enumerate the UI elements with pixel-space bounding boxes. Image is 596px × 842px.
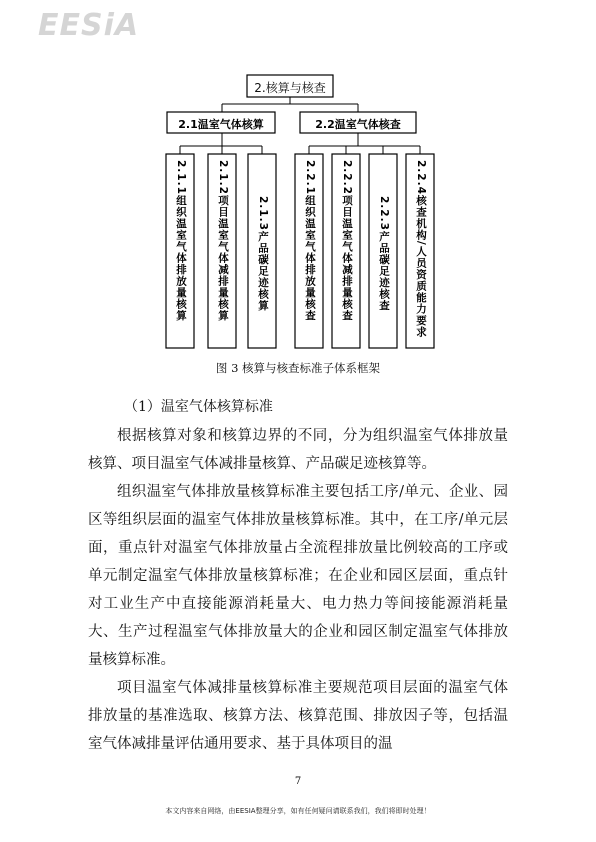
leaf-product-accounting: 2.1.3产品碳足迹核算	[257, 196, 269, 312]
paragraph: 项目温室气体减排量核算标准主要规范项目层面的温室气体排放量的基准选取、核算方法、核算范围、排放因子等，包括温室气体减排量评估通用要求、基于具体项目的温	[88, 680, 508, 752]
page-number: 7	[294, 776, 302, 787]
leaf-organization-accounting: 2.1.1组织温室气体排放量核算	[175, 160, 187, 322]
root-node-label: 2.核算与核查	[254, 81, 326, 95]
leaf-project-verification: 2.2.2项目温室气体减排量核查	[341, 160, 353, 322]
leaf-organization-verification: 2.2.1组织温室气体排放量核查	[304, 160, 316, 322]
section-heading: （1）温室气体核算标准	[124, 399, 273, 415]
leaf-qualification-requirements: 2.2.4核查机构/人员资质能力要求	[415, 160, 427, 338]
paragraph: 根据核算对象和核算边界的不同，分为组织温室气体排放量核算、项目温室气体减排量核算、产品碳足迹核算等。	[88, 428, 508, 472]
figure-caption: 图 3 核算与核查标准子体系框架	[215, 361, 381, 375]
paragraph: 组织温室气体排放量核算标准主要包括工序/单元、企业、园区等组织层面的温室气体排放量核算标准。其中，在工序/单元层面，重点针对温室气体排放量占全流程排放量比例较高的工序或单元制定温室气体排放量核算标准；在企业和园区层面，重点针对工业生产中直接能源消耗量大、电力热力等间接能源消耗量大、生产过程温室气体排放量大的企业和园区制定温室气体排放量核算标准。	[88, 484, 508, 668]
footer-notice: 本文内容来自网络，由EESIA整理分享，如有任何疑问请联系我们，我们将即时处理！	[165, 807, 431, 815]
branch-verification-label: 2.2温室气体核查	[315, 118, 401, 131]
framework-diagram	[0, 0, 596, 360]
eesia-logo: EESiA	[38, 8, 140, 43]
branch-accounting-label: 2.1温室气体核算	[178, 118, 264, 131]
leaf-product-verification: 2.2.3产品碳足迹核查	[378, 196, 390, 312]
leaf-project-accounting: 2.1.2项目温室气体减排量核算	[217, 160, 229, 322]
